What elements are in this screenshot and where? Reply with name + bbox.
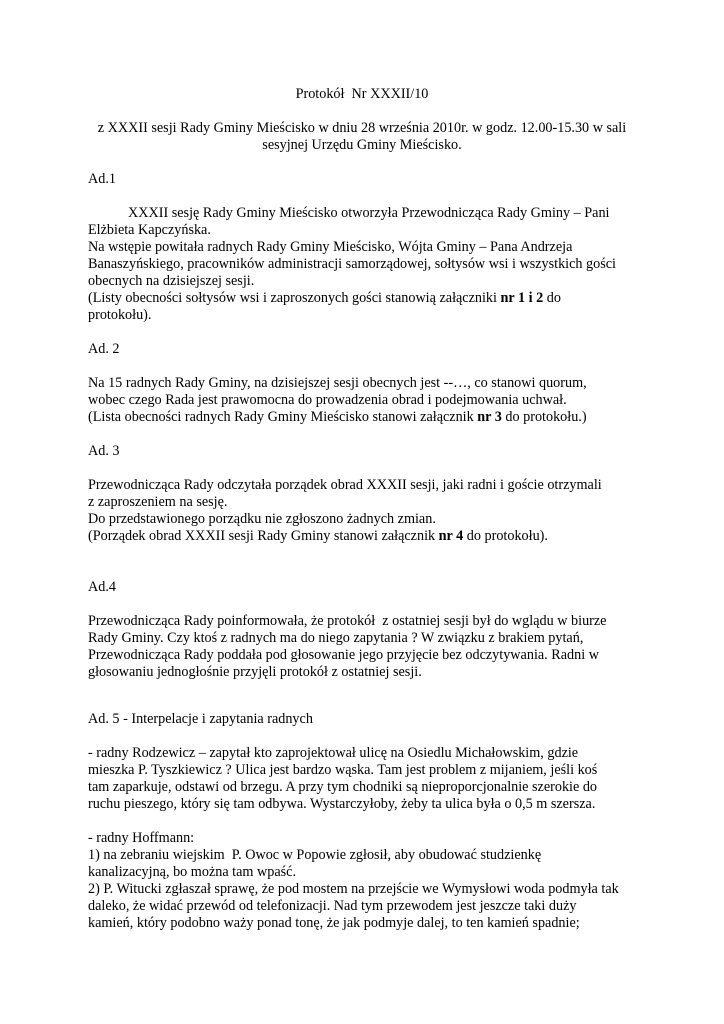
paragraph-line: - radny Hoffmann: bbox=[88, 830, 195, 846]
paragraph-line: Przewodnicząca Rady odczytała porządek obrad XXXII sesji, jaki radni i goście otrzymali bbox=[88, 477, 602, 493]
section-heading: Ad. 2 bbox=[88, 341, 120, 357]
section-heading: Ad. 5 - Interpelacje i zapytania radnych bbox=[88, 711, 313, 727]
document-title: Protokół Nr XXXII/10 bbox=[295, 86, 429, 102]
paragraph-line: mieszka P. Tyszkiewicz ? Ulica jest bardzo wąska. Tam jest problem z mijaniem, jeśli koś bbox=[88, 762, 598, 778]
paragraph-line: Przewodnicząca Rady poddała pod głosowanie jego przyjęcie bez odczytywania. Radni w bbox=[88, 647, 599, 663]
paragraph-line: z zaproszeniem na sesję. bbox=[88, 494, 228, 510]
paragraph-text: do bbox=[543, 290, 561, 306]
paragraph-line: - radny Rodzewicz – zapytał kto zaprojektował ulicę na Osiedlu Michałowskim, gdzie bbox=[88, 745, 579, 761]
attachment-number: nr 4 bbox=[438, 528, 464, 544]
document-subtitle-line: z XXXII sesji Rady Gminy Mieścisko w dniu 28 września 2010r. w godz. 12.00-15.30 w sali bbox=[97, 120, 627, 136]
paragraph-line: Na 15 radnych Rady Gminy, na dzisiejszej sesji obecnych jest --…, co stanowi quorum, bbox=[88, 375, 587, 391]
paragraph-line bbox=[88, 528, 548, 545]
paragraph-line: 1) na zebraniu wiejskim P. Owoc w Popowie zgłosił, aby obudować studzienkę bbox=[88, 847, 542, 863]
paragraph-line: XXXII sesję Rady Gminy Mieścisko otworzyła Przewodnicząca Rady Gminy – Pani bbox=[128, 205, 610, 221]
section-heading: Ad.1 bbox=[88, 171, 116, 187]
paragraph-line: Rady Gminy. Czy ktoś z radnych ma do niego zapytania ? W związku z brakiem pytań, bbox=[88, 630, 584, 646]
paragraph-line bbox=[88, 409, 587, 426]
paragraph-line: Do przedstawionego porządku nie zgłoszono żadnych zmian. bbox=[88, 511, 436, 527]
attachment-number: nr 1 i 2 bbox=[500, 290, 544, 306]
paragraph-line: protokołu). bbox=[88, 307, 152, 323]
paragraph-line: kamień, który podobno waży ponad tonę, że jak podmyje dalej, to ten kamień spadnie; bbox=[88, 915, 580, 931]
paragraph-line: 2) P. Witucki zgłaszał sprawę, że pod mostem na przejście we Wymysłowi woda podmyła tak bbox=[88, 881, 619, 897]
document-subtitle-line: sesyjnej Urzędu Gminy Mieścisko. bbox=[262, 137, 462, 153]
paragraph-line bbox=[88, 290, 561, 307]
paragraph-text: (Listy obecności sołtysów wsi i zaproszonych gości stanowią załączniki bbox=[88, 290, 501, 306]
paragraph-line: ruchu pieszego, który się tam odbywa. Wystarczyłoby, żeby ta ulica była o 0,5 m szersza. bbox=[88, 796, 596, 812]
paragraph-line: Banaszyńskiego, pracowników administracji samorządowej, sołtysów wsi i wszystkich gości bbox=[88, 256, 616, 272]
section-heading: Ad.4 bbox=[88, 579, 116, 595]
paragraph-line: daleko, że widać przewód od telefonizacji. Nad tym przewodem jest jeszcze taki duży bbox=[88, 898, 577, 914]
paragraph-text: do protokołu.) bbox=[501, 409, 587, 425]
section-heading: Ad. 3 bbox=[88, 443, 120, 459]
paragraph-line: obecnych na dzisiejszej sesji. bbox=[88, 273, 255, 289]
paragraph-text: do protokołu). bbox=[463, 528, 548, 544]
paragraph-line: głosowaniu jednogłośnie przyjęli protokół z ostatniej sesji. bbox=[88, 664, 422, 680]
paragraph-line: Przewodnicząca Rady poinformowała, że protokół z ostatniej sesji był do wglądu w biurze bbox=[88, 613, 607, 629]
paragraph-line: wobec czego Rada jest prawomocna do prowadzenia obrad i podejmowania uchwał. bbox=[88, 392, 567, 408]
paragraph-text: (Porządek obrad XXXII sesji Rady Gminy stanowi załącznik bbox=[88, 528, 439, 544]
paragraph-line: Elżbieta Kapczyńska. bbox=[88, 222, 211, 238]
paragraph-line: Na wstępie powitała radnych Rady Gminy Mieścisko, Wójta Gminy – Pana Andrzeja bbox=[88, 239, 573, 255]
attachment-number: nr 3 bbox=[477, 409, 502, 425]
paragraph-line: kanalizacyjną, bo można tam wpaść. bbox=[88, 864, 296, 880]
paragraph-line: tam zaparkuje, odstawi od brzegu. A przy tym chodniki są nieproporcjonalnie szerokie do bbox=[88, 779, 598, 795]
paragraph-text: (Lista obecności radnych Rady Gminy Mieścisko stanowi załącznik bbox=[88, 409, 478, 425]
